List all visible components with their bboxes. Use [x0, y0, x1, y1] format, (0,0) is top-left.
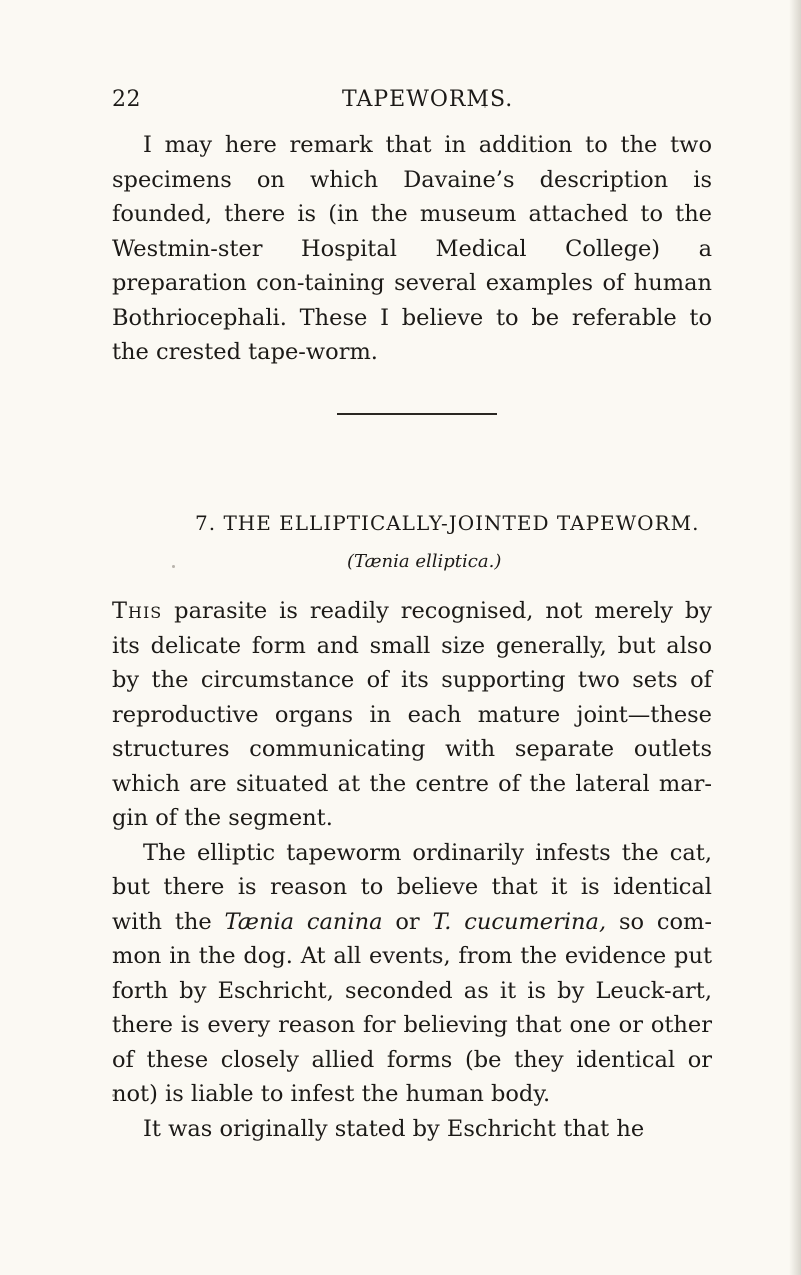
opening-text: [112, 128, 712, 370]
paragraph-description: [112, 594, 712, 836]
species-name-canina: Tænia canina: [224, 908, 383, 935]
section-subtitle: (Tænia elliptica.): [347, 551, 502, 572]
paper-speck: [172, 565, 175, 568]
paragraph-eschricht: It was originally stated by Eschricht that he: [143, 1115, 645, 1142]
page-edge-shadow: [789, 0, 801, 1275]
paragraph-lead-word: This: [112, 598, 163, 624]
paragraph-hosts-text-2: or: [382, 908, 433, 935]
running-head: TAPEWORMS.: [342, 87, 514, 112]
paper-speck: [112, 1094, 115, 1097]
species-name-cucumerina: T. cucumerina,: [432, 908, 607, 935]
paragraph-hosts: [112, 836, 712, 1112]
page-number: 22: [112, 87, 141, 112]
page-header: [112, 87, 712, 119]
paper-speck: [484, 106, 486, 108]
paragraph-hosts-text-1: The elliptic tapeworm ordinarily infests the cat, but there is reason to believe that it is identical with the: [112, 839, 712, 935]
paragraph-hosts-text-3: so com-mon in the dog. At all events, from the evidence put forth by Eschricht, seconded as it is by Leuck-art, there is every reason for believing that one or other of these closely allied forms (be they identical or not) is liable to infest the human body.: [112, 908, 712, 1107]
section-divider: [337, 413, 497, 415]
section-body: [112, 594, 712, 1146]
paragraph-description-text: parasite is readily recognised, not merely by its delicate form and small size generally, but also by the circumstance of its supporting two sets of reproductive organs in each mature joint—these structures communicating with separate outlets which are situated at the centre of the lateral mar-gin of the segment.: [112, 598, 712, 831]
paragraph-crested-tapeworm-note: I may here remark that in addition to the two specimens on which Davaine’s description is founded, there is (in the museum attached to the Westmin-ster Hospital Medical College) a preparation con-taining several examples of human Bothriocephali. These I believe to be referable to the crested tape-worm.: [112, 132, 712, 365]
section-heading: 7. THE ELLIPTICALLY-JOINTED TAPEWORM.: [195, 511, 700, 535]
